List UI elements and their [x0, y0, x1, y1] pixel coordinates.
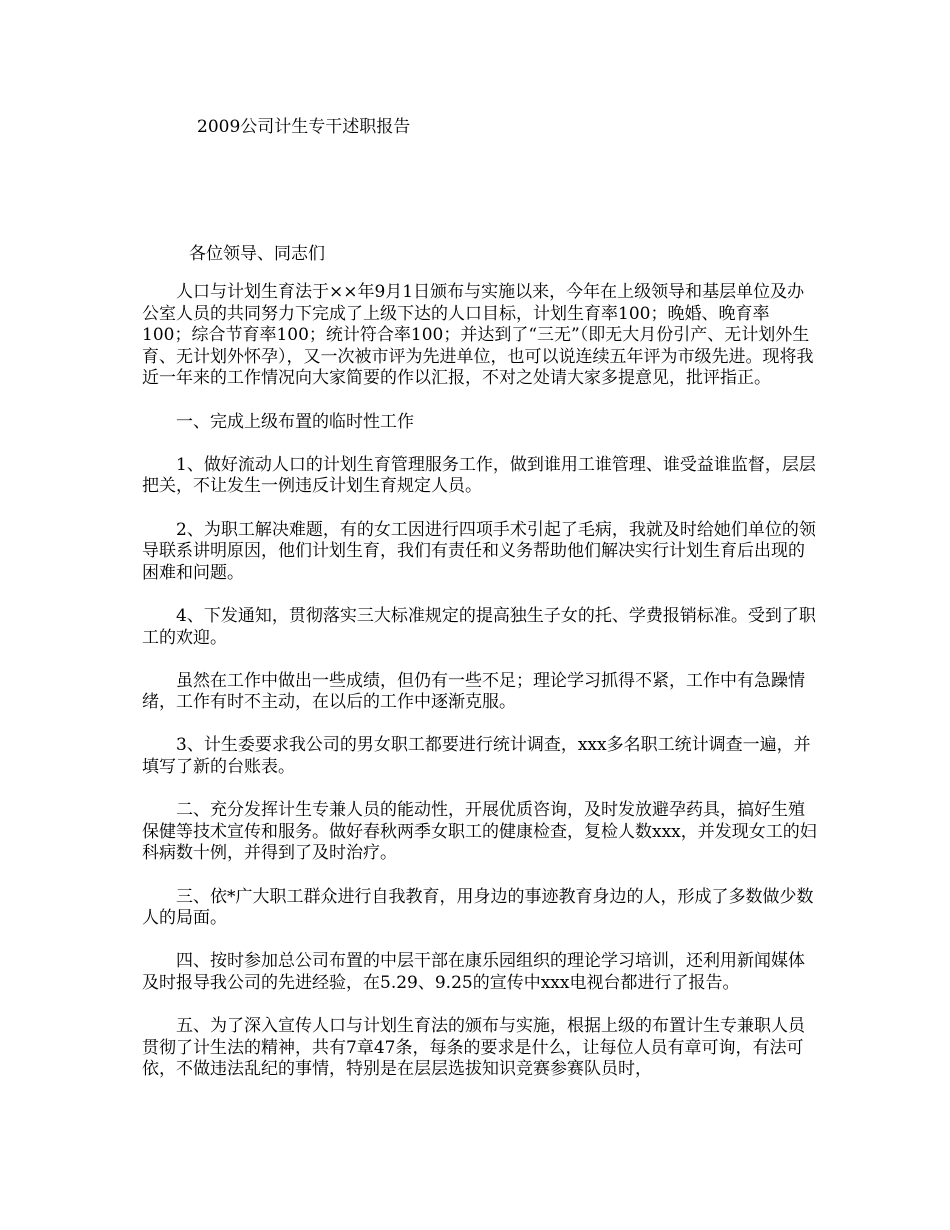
paragraph-item-1: 1、做好流动人口的计划生育管理服务工作，做到谁用工谁管理、谁受益谁监督，层层把关，不让发生一例违反计划生育规定人员。	[142, 454, 816, 497]
paragraph-intro: 人口与计划生育法于××年9月1日颁布与实施以来，今年在上级领导和基层单位及办公室人员的共同努力下完成了上级下达的人口目标，计划生育率100；晚婚、晚育率100；综合节育率100；统计符合率100；并达到了“三无”（即无大月份引产、无计划外生育、无计划外怀孕），又一次被市评为先进单位，也可以说连续五年评为市级先进。现将我近一年来的工作情况向大家简要的作以汇报，不对之处请大家多提意见，批评指正。	[142, 282, 814, 389]
paragraph-item-2: 2、为职工解决难题，有的女工因进行四项手术引起了毛病，我就及时给她们单位的领导联系讲明原因，他们计划生育，我们有责任和义务帮助他们解决实行计划生育后出现的困难和问题。	[142, 519, 816, 583]
document-title: 2009公司计生专干述职报告	[197, 117, 411, 137]
salutation: 各位领导、同志们	[189, 244, 325, 264]
section-two: 二、充分发挥计生专兼人员的能动性，开展优质咨询，及时发放避孕药具，搞好生殖保健等技术宣传和服务。做好春秋两季女职工的健康检查，复检人数xxx，并发现女工的妇科病数十例，并得到了及时治疗。	[142, 800, 817, 864]
section-heading-1: 一、完成上级布置的临时性工作	[176, 411, 414, 432]
section-three: 三、依*广大职工群众进行自我教育，用身边的事迹教育身边的人，形成了多数做少数人的局面。	[142, 886, 814, 929]
paragraph-item-3: 3、计生委要求我公司的男女职工都要进行统计调查，xxx多名职工统计调查一遍，并填写了新的台账表。	[142, 735, 811, 778]
section-four: 四、按时参加总公司布置的中层干部在康乐园组织的理论学习培训，还利用新闻媒体及时报导我公司的先进经验，在5.29、9.25的宣传中xxx电视台都进行了报告。	[142, 951, 805, 993]
document-body	[142, 282, 817, 1103]
paragraph-item-4: 4、下发通知，贯彻落实三大标准规定的提高独生子女的托、学费报销标准。受到了职工的欢迎。	[142, 605, 816, 648]
paragraph-shortcomings: 虽然在工作中做出一些成绩，但仍有一些不足；理论学习抓得不紧，工作中有急躁情绪，工作有时不主动，在以后的工作中逐渐克服。	[142, 670, 805, 713]
section-five: 五、为了深入宣传人口与计划生育法的颁布与实施，根据上级的布置计生专兼职人员贯彻了计生法的精神，共有7章47条，每条的要求是什么，让每位人员有章可询，有法可依，不做违法乱纪的事情，特别是在层层选拔知识竞赛参赛队员时，	[142, 1016, 805, 1080]
